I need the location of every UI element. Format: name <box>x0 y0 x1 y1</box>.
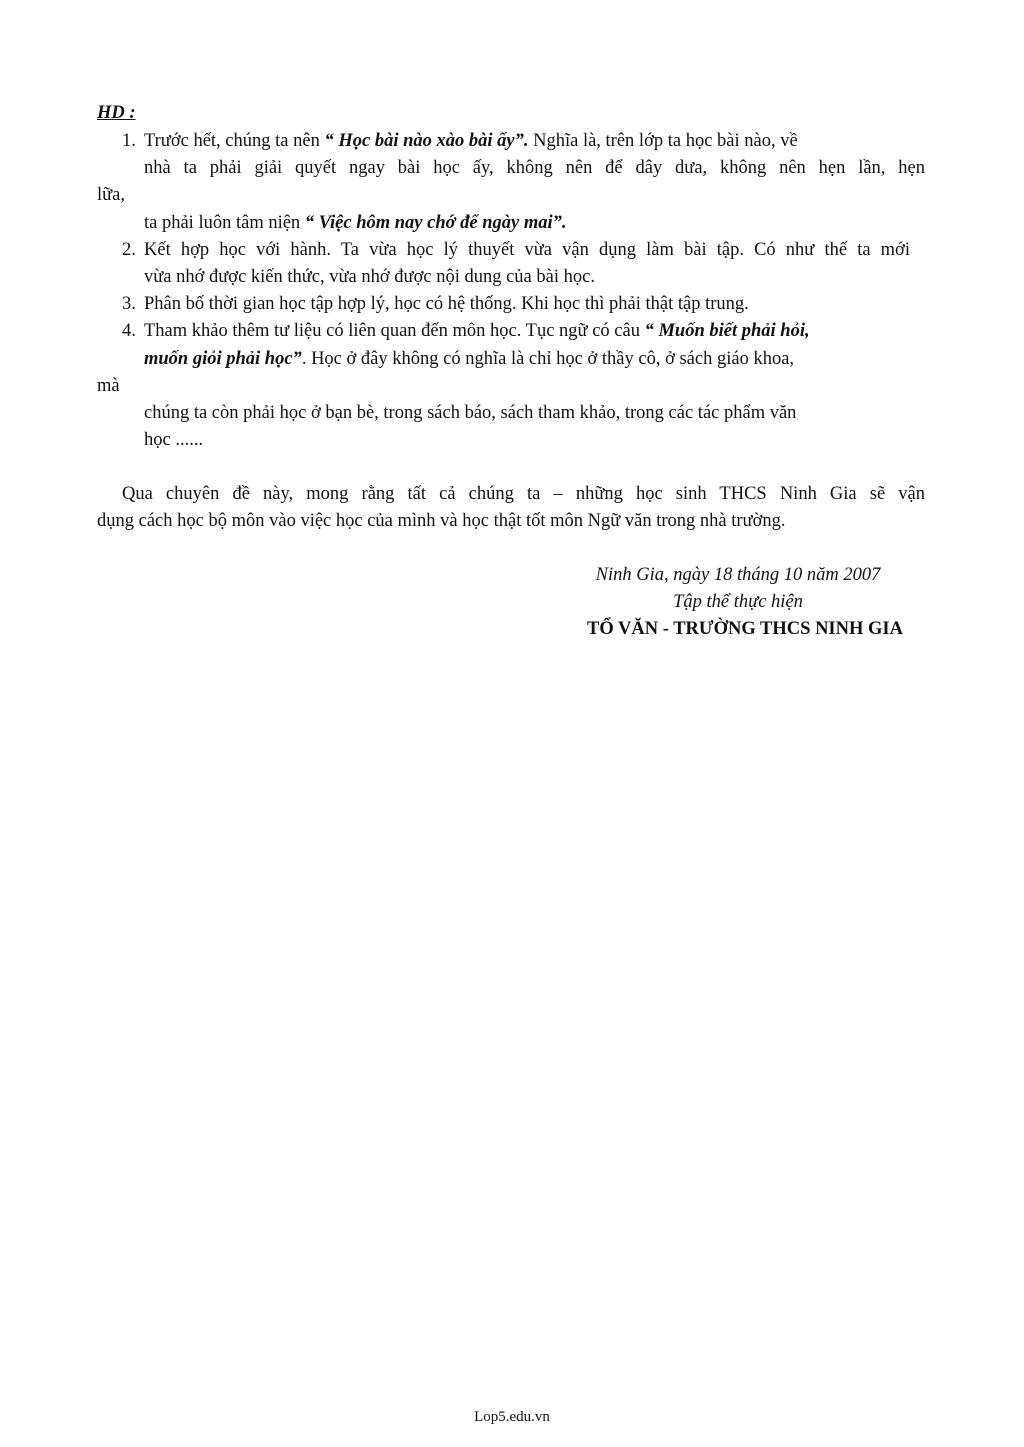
item-3-line-1: Phân bố thời gian học tập hợp lý, học có hệ thống. Khi học thì phải thật tập trung. <box>144 294 749 314</box>
item-1-line-2: nhà ta phải giải quyết ngay bài học ấy, không nên để dây dưa, không nên hẹn lần, hẹn <box>144 158 925 178</box>
signature-role: Tập thể thực hiện <box>673 592 803 612</box>
item-4-text-b: . Học ở đây không có nghĩa là chỉ học ở thầy cô, ở sách giáo khoa, <box>301 349 795 369</box>
item-1-line-1 <box>144 132 798 151</box>
item-1-line-3: lữa, <box>97 185 126 205</box>
item-4-line-4: chúng ta còn phải học ở bạn bè, trong sách báo, sách tham khảo, trong các tác phẩm văn <box>144 403 797 423</box>
item-4-number: 4. <box>122 321 136 341</box>
heading <box>97 104 136 123</box>
item-2-line-1: Kết hợp học với hành. Ta vừa học lý thuyết vừa vận dụng làm bài tập. Có như thế ta mới <box>144 240 910 260</box>
item-1-quote-2: “ Việc hôm nay chớ để ngày mai”. <box>304 213 567 233</box>
item-4-text-a: Tham khảo thêm tư liệu có liên quan đến môn học. Tục ngữ có câu <box>144 321 645 341</box>
conclusion-line-2: dụng cách học bộ môn vào việc học của mình và học thật tốt môn Ngữ văn trong nhà trường. <box>97 511 786 531</box>
item-1-text-b: Nghĩa là, trên lớp ta học bài nào, về <box>528 131 798 151</box>
item-1-text-c: ta phải luôn tâm niện <box>144 213 305 233</box>
item-4-line-1 <box>144 322 810 341</box>
signature-organization: TỔ VĂN - TRƯỜNG THCS NINH GIA <box>587 619 903 639</box>
heading-text: HD : <box>97 103 136 123</box>
item-4-line-2 <box>144 350 794 369</box>
item-3-number: 3. <box>122 294 136 314</box>
signature-place-date: Ninh Gia, ngày 18 tháng 10 năm 2007 <box>595 565 881 585</box>
item-4-quote: “ Muốn biết phải hỏi, <box>644 321 810 341</box>
item-2-line-2: vừa nhớ được kiến thức, vừa nhớ được nội dung của bài học. <box>144 267 595 287</box>
item-1-quote: “ Học bài nào xào bài ấy”. <box>324 131 529 151</box>
item-1-line-4 <box>144 214 567 233</box>
item-4-line-5: học ...... <box>144 430 204 450</box>
item-4-line-3: mà <box>97 376 120 396</box>
conclusion-line-1: Qua chuyên đề này, mong rằng tất cả chúng ta – những học sinh THCS Ninh Gia sẽ vận <box>122 484 925 504</box>
page-footer: Lop5.edu.vn <box>474 1409 550 1425</box>
item-2-number: 2. <box>122 240 136 260</box>
item-4-quote-2: muốn giỏi phải học” <box>144 349 302 369</box>
item-1-number: 1. <box>122 131 136 151</box>
item-1-text-a: Trước hết, chúng ta nên <box>144 131 325 151</box>
